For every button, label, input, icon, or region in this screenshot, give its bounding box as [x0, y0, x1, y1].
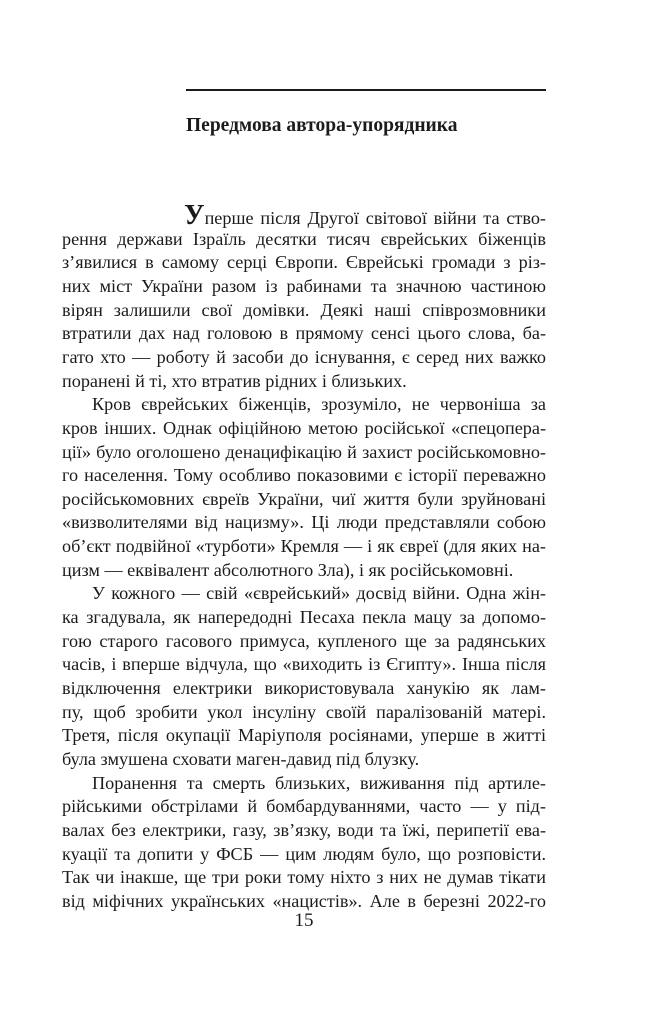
text-line: Третя, після окупації Маріуполя росіянами, уперше в житті: [62, 725, 546, 746]
text-line: них міст України разом із рабинами та значною частиною: [62, 275, 546, 296]
text-line: кров інших. Однак офіційною метою російської «спецопера-: [62, 417, 546, 438]
text-line: пу, щоб зробити укол інсуліну своїй паралізованій матері.: [62, 701, 546, 722]
text-line: цизм — еквівалент абсолютного Зла), і як російськомовні.: [62, 559, 514, 580]
text-line: рійськими обстрілами й бомбардуваннями, часто — у під-: [62, 796, 546, 817]
text-line: Кров єврейських біженців, зрозуміло, не червоніша за: [92, 394, 546, 415]
text-line: валах без електрики, газу, зв’язку, води та їжі, перипетії ева-: [62, 819, 546, 840]
text-line: з’явилися в самому серці Європи. Єврейські громади з різ-: [62, 252, 546, 273]
text-line: У кожного — свій «єврейський» досвід війни. Одна жін-: [92, 583, 546, 604]
text-line: вірян залишили свої домівки. Деякі наші співрозмовники: [62, 299, 546, 320]
text-line: куації та допити у ФСБ — цим людям було, що розповісти.: [62, 843, 546, 864]
text-line: була змушена сховати маген-давид під блузку.: [62, 748, 420, 769]
text-line: поранені й ті, хто втратив рідних і близьких.: [62, 370, 407, 391]
text-line: від міфічних українських «нацистів». Але в березні 2022-го: [62, 890, 546, 911]
chapter-title: Передмова автора-упорядника: [186, 115, 458, 136]
text-line: Так чи інакше, ще три роки тому ніхто з них не думав тікати: [62, 867, 546, 888]
text-line: Уперше після Другої світової війни та ство-: [184, 200, 546, 231]
text-line: часів, і вперше відчула, що «виходить із Єгипту». Інша після: [62, 654, 546, 675]
text-line: російськомовних євреїв України, чиї життя були зруйновані: [62, 488, 546, 509]
text-line: «визволителями від нацизму». Ці люди представляли собою: [62, 512, 546, 533]
text-line: ції» було оголошено денацифікацію й захист російськомовно-: [62, 441, 546, 462]
text-line: об’єкт подвійної «турботи» Кремля — і як євреї (для яких на-: [62, 536, 546, 557]
text-line: Поранення та смерть близьких, виживання під артиле-: [92, 772, 546, 793]
text-line: рення держави Ізраїль десятки тисяч єврейських біженців: [62, 228, 546, 249]
text-line: втратили дах над головою в прямому сенсі цього слова, ба-: [62, 323, 546, 344]
text-line: ка згадувала, як напередодні Песаха пекла мацу за допомо-: [62, 607, 546, 628]
text-line: гато хто — роботу й засоби до існування, є серед них важко: [62, 346, 546, 367]
page-number: 15: [294, 910, 314, 931]
text-line: відключення електрики використовувала ханукію як лам-: [62, 678, 546, 698]
text-line: гою старого гасового примуса, купленого ще за радянських: [62, 630, 546, 651]
drop-cap: У: [184, 200, 205, 231]
header-rule: [186, 89, 546, 91]
text-line: го населення. Тому особливо показовими є історії переважно: [62, 465, 546, 486]
